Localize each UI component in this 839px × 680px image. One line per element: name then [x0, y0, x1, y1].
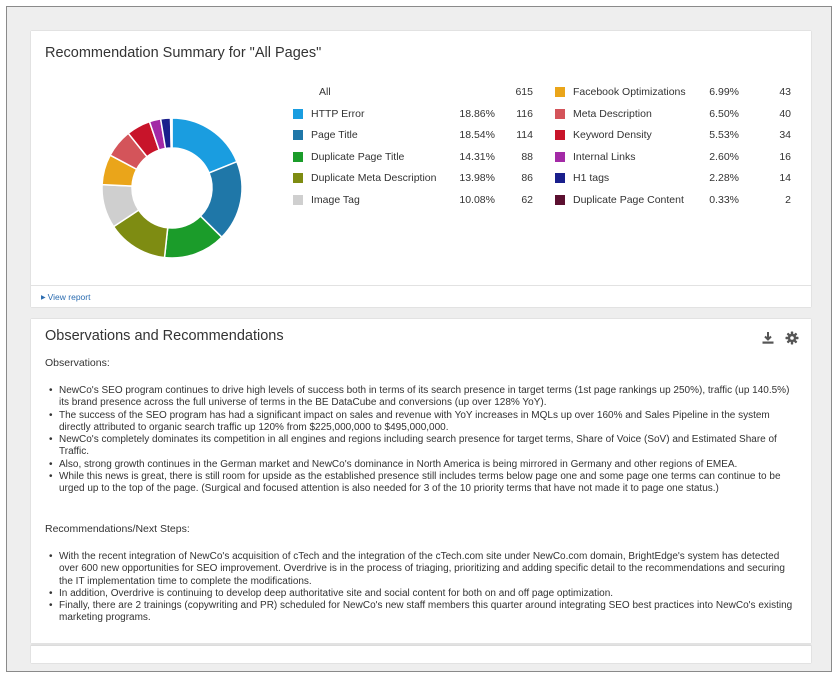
legend-swatch [293, 173, 303, 183]
legend-row [293, 150, 533, 164]
donut-slice[interactable] [171, 118, 172, 148]
gear-icon[interactable] [785, 331, 799, 345]
legend-label: Duplicate Page Content [573, 193, 684, 206]
legend-percent: 6.50% [709, 107, 739, 120]
legend-swatch [555, 87, 565, 97]
list-item: • While this news is great, there is still room for upside as the established presence still includes terms below page one and some page one terms can continue to be urged up to the top of the page. (Surgical and focused attention is also needed for 3 of the 10 priority terms that have not made it to page one status.) [49, 471, 801, 496]
legend-swatch [293, 130, 303, 140]
donut-slice[interactable] [172, 118, 237, 173]
list-item: • Finally, there are 2 trainings (copywriting and PR) scheduled for NewCo's new staff members this quarter around integrating SEO best practices into NewCo's existing marketing programs. [49, 600, 801, 625]
legend-count: 2 [785, 193, 791, 206]
legend-percent: 2.60% [709, 150, 739, 163]
legend-row [293, 128, 533, 142]
legend-count: 114 [516, 129, 533, 141]
legend-count: 43 [779, 86, 791, 98]
legend-label: Image Tag [311, 193, 360, 206]
recommendation-summary-card [31, 31, 811, 307]
empty-card [31, 645, 811, 663]
legend-count: 40 [779, 107, 791, 120]
legend-percent: 2.28% [709, 172, 739, 184]
recommendations-label: Recommendations/Next Steps: [45, 523, 190, 535]
legend-percent: 18.54% [459, 129, 495, 141]
legend-label: Page Title [311, 129, 358, 141]
triangle-right-icon: ▶ [41, 295, 46, 301]
legend-count: 16 [779, 150, 791, 163]
legend-swatch [555, 130, 565, 140]
legend-percent: 14.31% [459, 150, 495, 163]
observations-card [31, 319, 811, 643]
legend-row [555, 85, 791, 99]
legend-percent: 6.99% [709, 86, 739, 98]
list-item: • The success of the SEO program has had a significant impact on sales and revenue with YoY increases in MQLs up over 160% and Sales Pipeline in the system directly attributed to organic search traffic up 120% from $225,000,000 to $495,000,000. [49, 410, 801, 435]
legend-swatch [555, 109, 565, 119]
legend-label: Keyword Density [573, 129, 652, 141]
recommendation-donut-chart [97, 113, 247, 263]
legend-row [555, 150, 791, 164]
legend-percent: 10.08% [459, 193, 495, 206]
legend-count: 88 [521, 150, 533, 163]
card-toolbar [755, 329, 799, 347]
legend-count: 34 [779, 129, 791, 141]
legend-row [555, 171, 791, 185]
legend-row [555, 128, 791, 142]
legend-row [293, 107, 533, 121]
recommendations-list [49, 551, 801, 625]
legend-row [293, 171, 533, 185]
legend-label: H1 tags [573, 172, 610, 184]
divider [31, 285, 811, 286]
list-item: • In addition, Overdrive is continuing to develop deep authoritative site and social content for both on and off page optimization. [49, 588, 801, 600]
screenshot-frame [6, 6, 832, 672]
legend-count-all: 615 [515, 86, 533, 98]
list-item: • With the recent integration of NewCo's acquisition of cTech and the integration of the cTech.com site under NewCo.com domain, BrightEdge's system has detected over 600 new opportunities for SEO improvement. Overdrive is in the process of triaging, prioritizing and adding specific detail to the recommendations and securing the IT implementation time to complete the modifications. [49, 551, 801, 588]
legend-swatch [293, 109, 303, 119]
legend-swatch [293, 195, 303, 205]
legend-label: Internal Links [573, 150, 636, 163]
legend-label: HTTP Error [311, 107, 365, 120]
legend-label: Meta Description [573, 107, 652, 120]
legend-percent: 18.86% [459, 107, 495, 120]
legend-row-all [293, 85, 533, 99]
list-item: • Also, strong growth continues in the German market and NewCo's dominance in North America is being mirrored in Germany and other regions of EMEA. [49, 459, 801, 471]
legend-swatch [555, 195, 565, 205]
observations-list [49, 385, 801, 496]
legend-swatch [555, 173, 565, 183]
observations-title: Observations and Recommendations [45, 328, 284, 344]
legend-label: Duplicate Page Title [311, 150, 405, 163]
view-report-label: View report [47, 292, 91, 302]
view-report-link[interactable] [41, 292, 90, 302]
observations-label: Observations: [45, 357, 110, 369]
legend-percent: 13.98% [459, 172, 495, 184]
list-item: • NewCo's SEO program continues to drive high levels of success both in terms of its search presence in target terms (1st page rankings up 250%), traffic (up 140.5%) its brand presence across the full universe of terms in the BE DataCube and conversions (up over 128% YoY). [49, 385, 801, 410]
legend-count: 116 [516, 107, 533, 120]
legend-label: Facebook Optimizations [573, 86, 686, 98]
legend-swatch [293, 152, 303, 162]
download-icon[interactable] [761, 331, 775, 345]
legend-row [555, 107, 791, 121]
legend-row [555, 193, 791, 207]
legend-label-all: All [319, 86, 331, 98]
legend-count: 14 [779, 172, 791, 184]
legend-label: Duplicate Meta Description [311, 172, 437, 184]
legend-count: 86 [521, 172, 533, 184]
legend-percent: 0.33% [709, 193, 739, 206]
legend-right [555, 85, 791, 215]
legend-left [293, 85, 533, 215]
legend-count: 62 [521, 193, 533, 206]
legend-row [293, 193, 533, 207]
legend-swatch [555, 152, 565, 162]
legend-percent: 5.53% [709, 129, 739, 141]
summary-title: Recommendation Summary for "All Pages" [45, 45, 322, 61]
list-item: • NewCo's completely dominates its competition in all engines and regions including search presence for target terms, Share of Voice (SoV) and Estimated Share of Traffic. [49, 434, 801, 459]
